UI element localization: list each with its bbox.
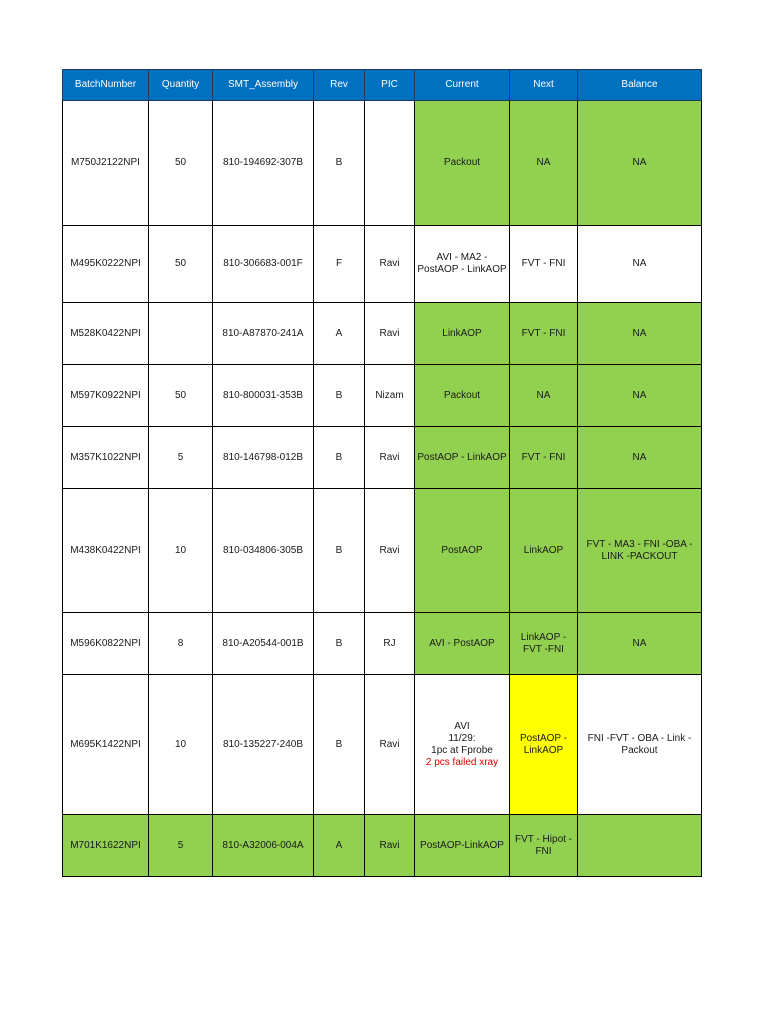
quantity-cell: 10 <box>149 675 213 815</box>
next-cell: PostAOP - LinkAOP <box>510 675 578 815</box>
table-row <box>63 303 702 365</box>
rev-cell: B <box>314 365 365 427</box>
col-header-balance: Balance <box>578 70 702 101</box>
current-cell <box>415 489 510 613</box>
batch-cell: M750J2122NPI <box>63 101 149 226</box>
current-cell <box>415 815 510 877</box>
col-header-current: Current <box>415 70 510 101</box>
current-line: LinkAOP <box>442 327 482 339</box>
current-line: AVI - PostAOP <box>429 637 495 649</box>
batch-cell: M495K0222NPI <box>63 226 149 303</box>
next-cell: FVT - Hipot - FNI <box>510 815 578 877</box>
smt-assembly-cell: 810-A32006-004A <box>213 815 314 877</box>
pic-cell: RJ <box>365 613 415 675</box>
current-line: PostAOP-LinkAOP <box>420 839 504 851</box>
next-cell: FVT - FNI <box>510 226 578 303</box>
balance-cell: FVT - MA3 - FNI -OBA - LINK -PACKOUT <box>578 489 702 613</box>
balance-cell: NA <box>578 101 702 226</box>
batch-cell: M357K1022NPI <box>63 427 149 489</box>
pic-cell: Ravi <box>365 427 415 489</box>
smt-assembly-cell: 810-194692-307B <box>213 101 314 226</box>
current-line: Packout <box>443 157 481 168</box>
smt-assembly-cell: 810-800031-353B <box>213 365 314 427</box>
pic-cell: Ravi <box>365 226 415 303</box>
rev-cell: B <box>314 427 365 489</box>
quantity-cell: 5 <box>149 427 213 489</box>
batch-cell: M695K1422NPI <box>63 675 149 815</box>
batch-cell: M701K1622NPI <box>63 815 149 877</box>
current-line: Packout <box>443 389 481 401</box>
pic-cell: Ravi <box>365 303 415 365</box>
next-cell: LinkAOP <box>510 489 578 613</box>
smt-assembly-cell: 810-135227-240B <box>213 675 314 815</box>
table-row <box>63 101 702 226</box>
table-row <box>63 226 702 303</box>
rev-cell: B <box>314 675 365 815</box>
table-row <box>63 815 702 877</box>
pic-cell: Nizam <box>365 365 415 427</box>
current-line: 1pc at Fprobe <box>431 744 493 756</box>
rev-cell: B <box>314 101 365 226</box>
balance-cell: NA <box>578 613 702 675</box>
current-cell <box>415 303 510 365</box>
batch-cell: M597K0922NPI <box>63 365 149 427</box>
pic-cell: Ravi <box>365 489 415 613</box>
rev-cell: A <box>314 815 365 877</box>
col-header-smt-assembly: SMT_Assembly <box>213 70 314 101</box>
quantity-cell <box>149 303 213 365</box>
next-cell: NA <box>510 365 578 427</box>
batch-cell: M438K0422NPI <box>63 489 149 613</box>
balance-cell: NA <box>578 427 702 489</box>
rev-cell: B <box>314 489 365 613</box>
next-cell: NA <box>510 101 578 226</box>
current-cell <box>415 365 510 427</box>
quantity-cell: 50 <box>149 365 213 427</box>
batch-tracking-table <box>62 69 702 877</box>
current-cell <box>415 613 510 675</box>
batch-cell: M596K0822NPI <box>63 613 149 675</box>
quantity-cell: 5 <box>149 815 213 877</box>
quantity-cell: 50 <box>149 101 213 226</box>
balance-cell: NA <box>578 365 702 427</box>
current-cell <box>415 226 510 303</box>
pic-cell: Ravi <box>365 675 415 815</box>
smt-assembly-cell: 810-034806-305B <box>213 489 314 613</box>
balance-cell: NA <box>578 303 702 365</box>
quantity-cell: 8 <box>149 613 213 675</box>
rev-cell: F <box>314 226 365 303</box>
col-header-batchnumber: BatchNumber <box>63 70 149 101</box>
balance-cell <box>578 815 702 877</box>
header-row <box>63 70 702 101</box>
smt-assembly-cell: 810-A20544-001B <box>213 613 314 675</box>
col-header-rev: Rev <box>314 70 365 101</box>
current-line: PostAOP - LinkAOP <box>417 264 507 275</box>
table-row <box>63 489 702 613</box>
table-row <box>63 365 702 427</box>
quantity-cell: 50 <box>149 226 213 303</box>
table-row <box>63 613 702 675</box>
current-note: 2 pcs failed xray <box>425 756 499 768</box>
current-line: AVI <box>454 720 470 732</box>
next-cell: FVT - FNI <box>510 303 578 365</box>
pic-cell: Ravi <box>365 815 415 877</box>
current-line: PostAOP <box>441 544 483 556</box>
next-cell: FVT - FNI <box>510 427 578 489</box>
next-cell: LinkAOP - FVT -FNI <box>510 613 578 675</box>
col-header-quantity: Quantity <box>149 70 213 101</box>
rev-cell: B <box>314 613 365 675</box>
current-cell <box>415 675 510 815</box>
table-row <box>63 675 702 815</box>
batch-cell: M528K0422NPI <box>63 303 149 365</box>
smt-assembly-cell: 810-A87870-241A <box>213 303 314 365</box>
current-line: PostAOP - LinkAOP <box>417 451 507 463</box>
smt-assembly-cell: 810-306683-001F <box>213 226 314 303</box>
col-header-pic: PIC <box>365 70 415 101</box>
current-line: AVI - MA2 - <box>436 252 488 263</box>
balance-cell: NA <box>578 226 702 303</box>
balance-cell: FNI -FVT - OBA - Link - Packout <box>578 675 702 815</box>
quantity-cell: 10 <box>149 489 213 613</box>
rev-cell: A <box>314 303 365 365</box>
table-row <box>63 427 702 489</box>
col-header-next: Next <box>510 70 578 101</box>
smt-assembly-cell: 810-146798-012B <box>213 427 314 489</box>
pic-cell <box>365 101 415 226</box>
current-line: 11/29: <box>448 732 476 744</box>
current-cell <box>415 427 510 489</box>
current-cell <box>415 101 510 226</box>
